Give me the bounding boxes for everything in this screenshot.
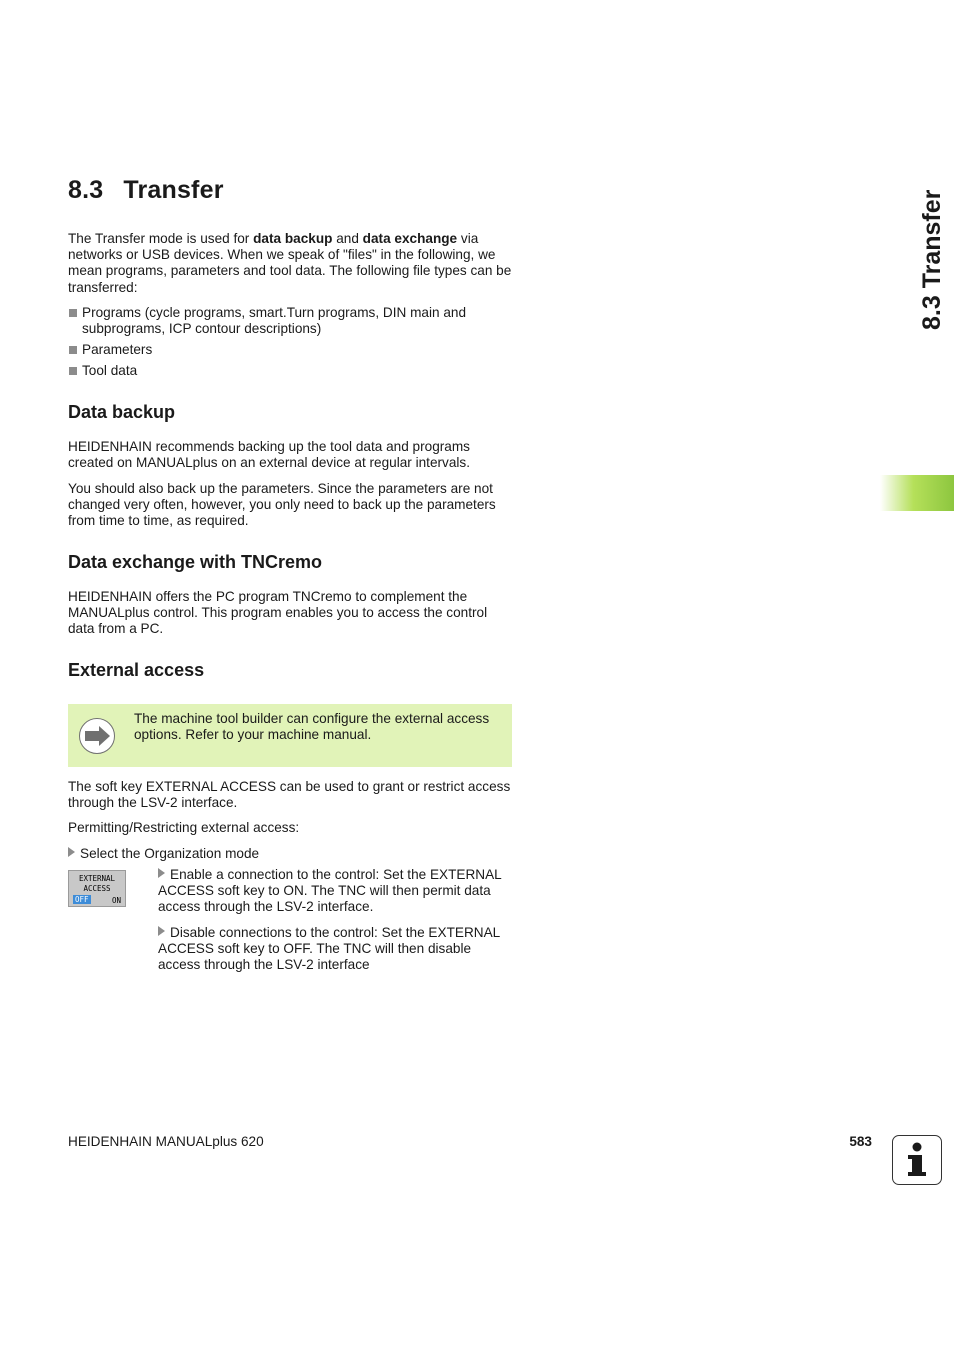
chapter-tab-marker xyxy=(880,475,954,511)
bullet-square-icon xyxy=(69,309,77,317)
side-chapter-title: 8.3 Transfer xyxy=(918,189,946,330)
info-icon xyxy=(892,1135,942,1185)
footer-product: HEIDENHAIN MANUALplus 620 xyxy=(68,1134,264,1149)
softkey-label: EXTERNAL xyxy=(78,874,116,883)
paragraph: HEIDENHAIN recommends backing up the tool data and programs created on MANUALplus on an external device at regular intervals. xyxy=(68,439,470,471)
list-item: Tool data xyxy=(68,363,514,379)
step-disable: Disable connections to the control: Set the EXTERNAL ACCESS soft key to OFF. The TNC will then disable access through the LSV-2 interface xyxy=(158,925,500,973)
softkey-label: ACCESS xyxy=(83,884,111,893)
step-arrow-icon xyxy=(68,847,75,857)
softkey-on-state: ON xyxy=(111,896,121,905)
section-number: 8.3 xyxy=(68,176,104,204)
bullet-square-icon xyxy=(69,346,77,354)
heading-external-access: External access xyxy=(68,660,205,680)
paragraph: Permitting/Restricting external access: xyxy=(68,820,300,835)
step-item: Select the Organization mode xyxy=(68,846,514,862)
section-title: Transfer xyxy=(123,176,224,204)
paragraph: HEIDENHAIN offers the PC program TNCremo to complement the MANUALplus control. This program enables you to access the control data from a PC. xyxy=(68,589,488,637)
arrow-right-icon xyxy=(79,718,115,754)
step-arrow-icon xyxy=(158,868,165,878)
intro-paragraph: The Transfer mode is used for data backup and data exchange via networks or USB devices. When we speak of "files" in the following, we mean programs, parameters and tool data. The following file types can be transferred: xyxy=(68,231,512,295)
external-access-softkey[interactable] xyxy=(68,870,126,907)
note-text: The machine tool builder can configure the external access options. Refer to your machine manual. xyxy=(134,711,490,743)
step-arrow-icon xyxy=(158,926,165,936)
paragraph: You should also back up the parameters. Since the parameters are not changed very often, however, you only need to back up the parameters from time to time, as required. xyxy=(68,481,496,529)
note-box xyxy=(68,704,512,767)
list-item: Programs (cycle programs, smart.Turn programs, DIN main and subprograms, ICP contour descriptions) xyxy=(68,305,514,337)
step-enable: Enable a connection to the control: Set the EXTERNAL ACCESS soft key to ON. The TNC will then permit data access through the LSV-2 interface. xyxy=(158,867,502,915)
page-number: 583 xyxy=(849,1134,872,1149)
list-item: Parameters xyxy=(68,342,514,358)
softkey-off-state: OFF xyxy=(75,895,89,904)
heading-data-exchange: Data exchange with TNCremo xyxy=(68,552,323,572)
heading-data-backup: Data backup xyxy=(68,402,176,422)
paragraph: The soft key EXTERNAL ACCESS can be used to grant or restrict access through the LSV-2 interface. xyxy=(68,779,511,811)
page-title xyxy=(68,176,224,205)
bullet-square-icon xyxy=(69,367,77,375)
